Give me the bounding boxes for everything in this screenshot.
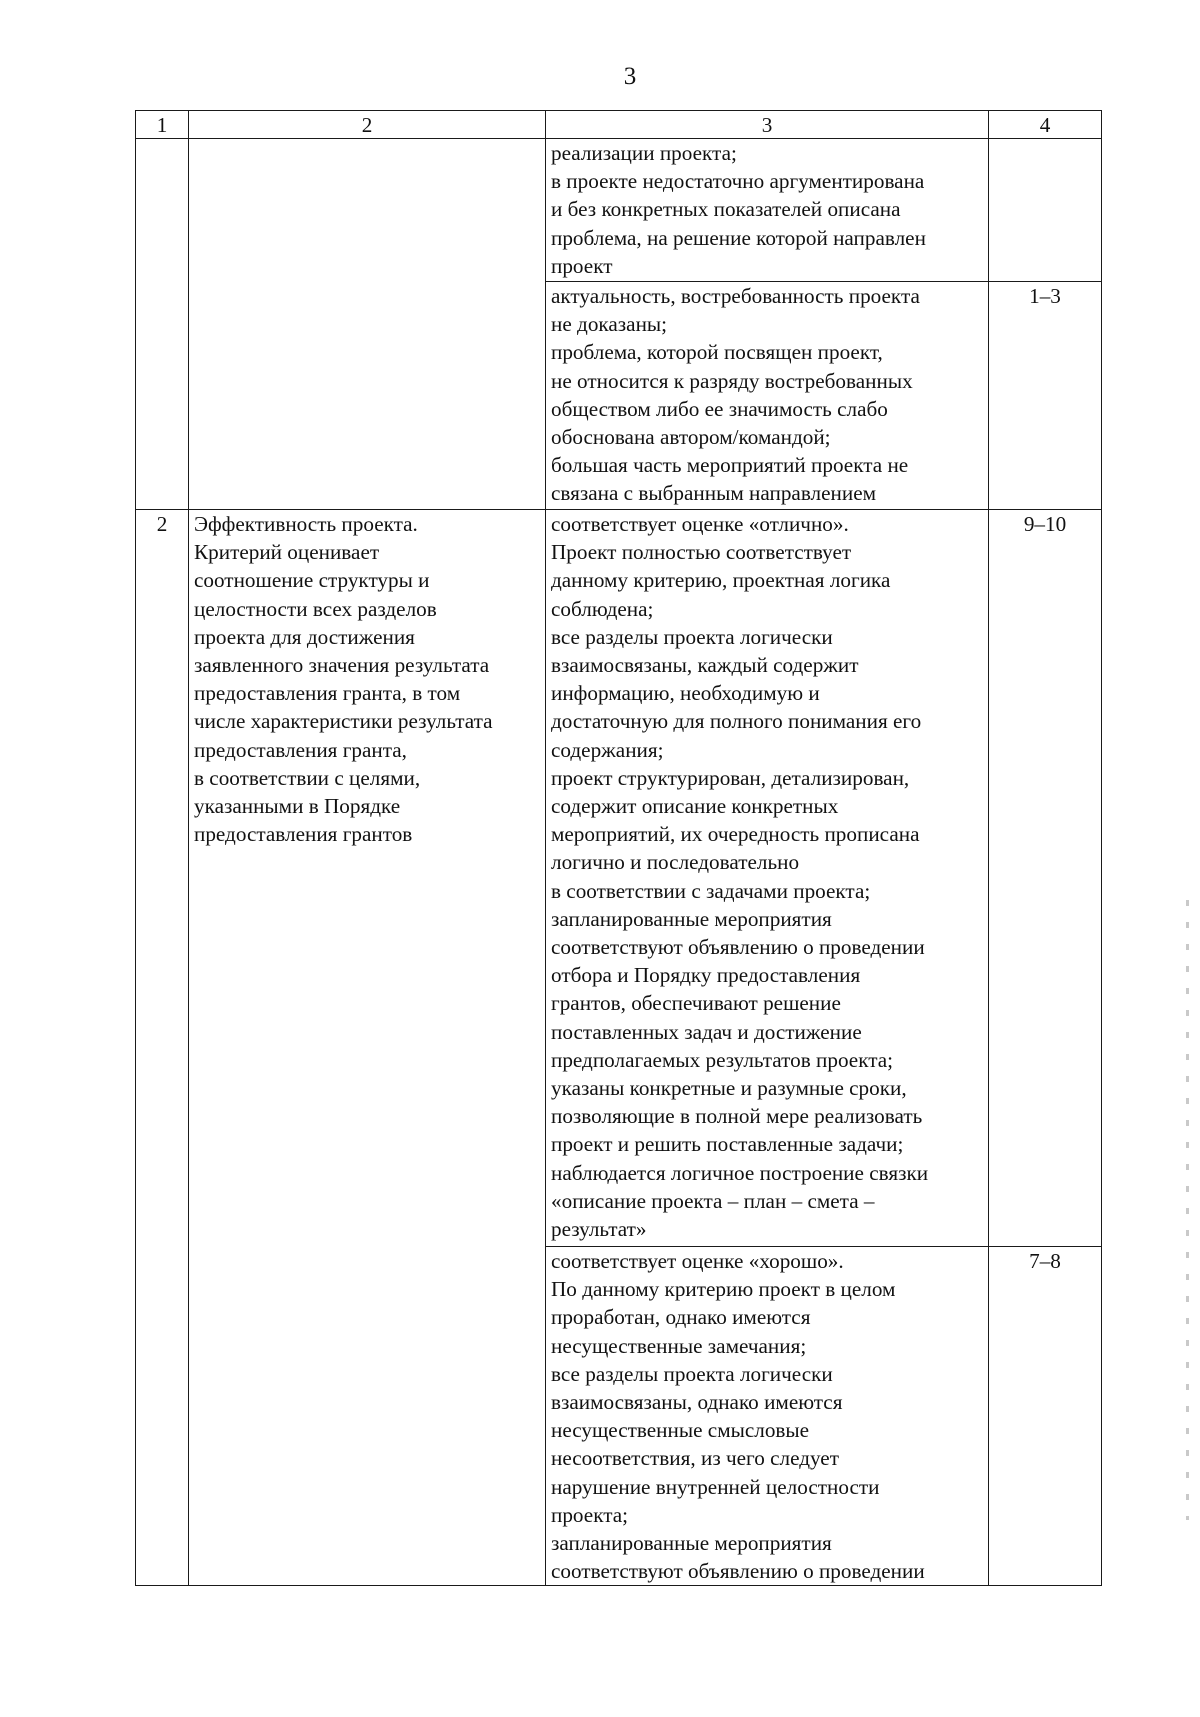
score-cell: 9–10: [989, 510, 1102, 1247]
row-number-cell: [136, 139, 189, 510]
description-cell: соответствует оценке «отлично». Проект полностью соответствует данному критерию, проектная логика соблюдена; все разделы проекта логически взаимосвязаны, каждый содержит информацию, необходимую и достаточную для полного понимания его содержания; проект структурирован, детализирован, содержит описание конкретных мероприятий, их очередность прописана логично и последовательно в соответствии с задачами проекта; запланированные мероприятия соответствуют объявлению о проведении отбора и Порядку предоставления грантов, обеспечивают решение поставленных задач и достижение предполагаемых результатов проекта; указаны конкретные и разумные сроки, позволяющие в полной мере реализовать проект и решить поставленные задачи; наблюдается логичное построение связки «описание проекта – план – смета – результат»: [546, 510, 989, 1247]
score-cell: 7–8: [989, 1247, 1102, 1586]
description-cell: соответствует оценке «хорошо». По данному критерию проект в целом проработан, однако имеются несущественные замечания; все разделы проекта логически взаимосвязаны, однако имеются несущественные смысловые несоответствия, из чего следует нарушение внутренней целостности проекта; запланированные мероприятия соответствуют объявлению о проведении: [546, 1247, 989, 1586]
criteria-table: [135, 110, 1102, 1586]
page-number: 3: [623, 63, 637, 90]
scan-edge-marks: [1186, 900, 1189, 1520]
score-cell: [989, 139, 1102, 282]
criterion-cell: Эффективность проекта. Критерий оценивает соотношение структуры и целостности всех разделов проекта для достижения заявленного значения результата предоставления гранта, в том числе характеристики результата предоставления гранта, в соответствии с целями, указанными в Порядке предоставления грантов: [189, 510, 546, 1586]
table-header-row: [136, 111, 1102, 139]
header-col-3: 3: [546, 111, 989, 139]
row-number-cell: 2: [136, 510, 189, 1586]
table-row: [136, 139, 1102, 282]
description-cell: актуальность, востребованность проекта не доказаны; проблема, которой посвящен проект, не относится к разряду востребованных обществом либо ее значимость слабо обоснована автором/командой; большая часть мероприятий проекта не связана с выбранным направлением: [546, 282, 989, 510]
criterion-cell: [189, 139, 546, 510]
header-col-2: 2: [189, 111, 546, 139]
table-row: [136, 510, 1102, 1247]
description-cell: реализации проекта; в проекте недостаточно аргументирована и без конкретных показателей описана проблема, на решение которой направлен проект: [546, 139, 989, 282]
header-col-1: 1: [136, 111, 189, 139]
score-cell: 1–3: [989, 282, 1102, 510]
header-col-4: 4: [989, 111, 1102, 139]
